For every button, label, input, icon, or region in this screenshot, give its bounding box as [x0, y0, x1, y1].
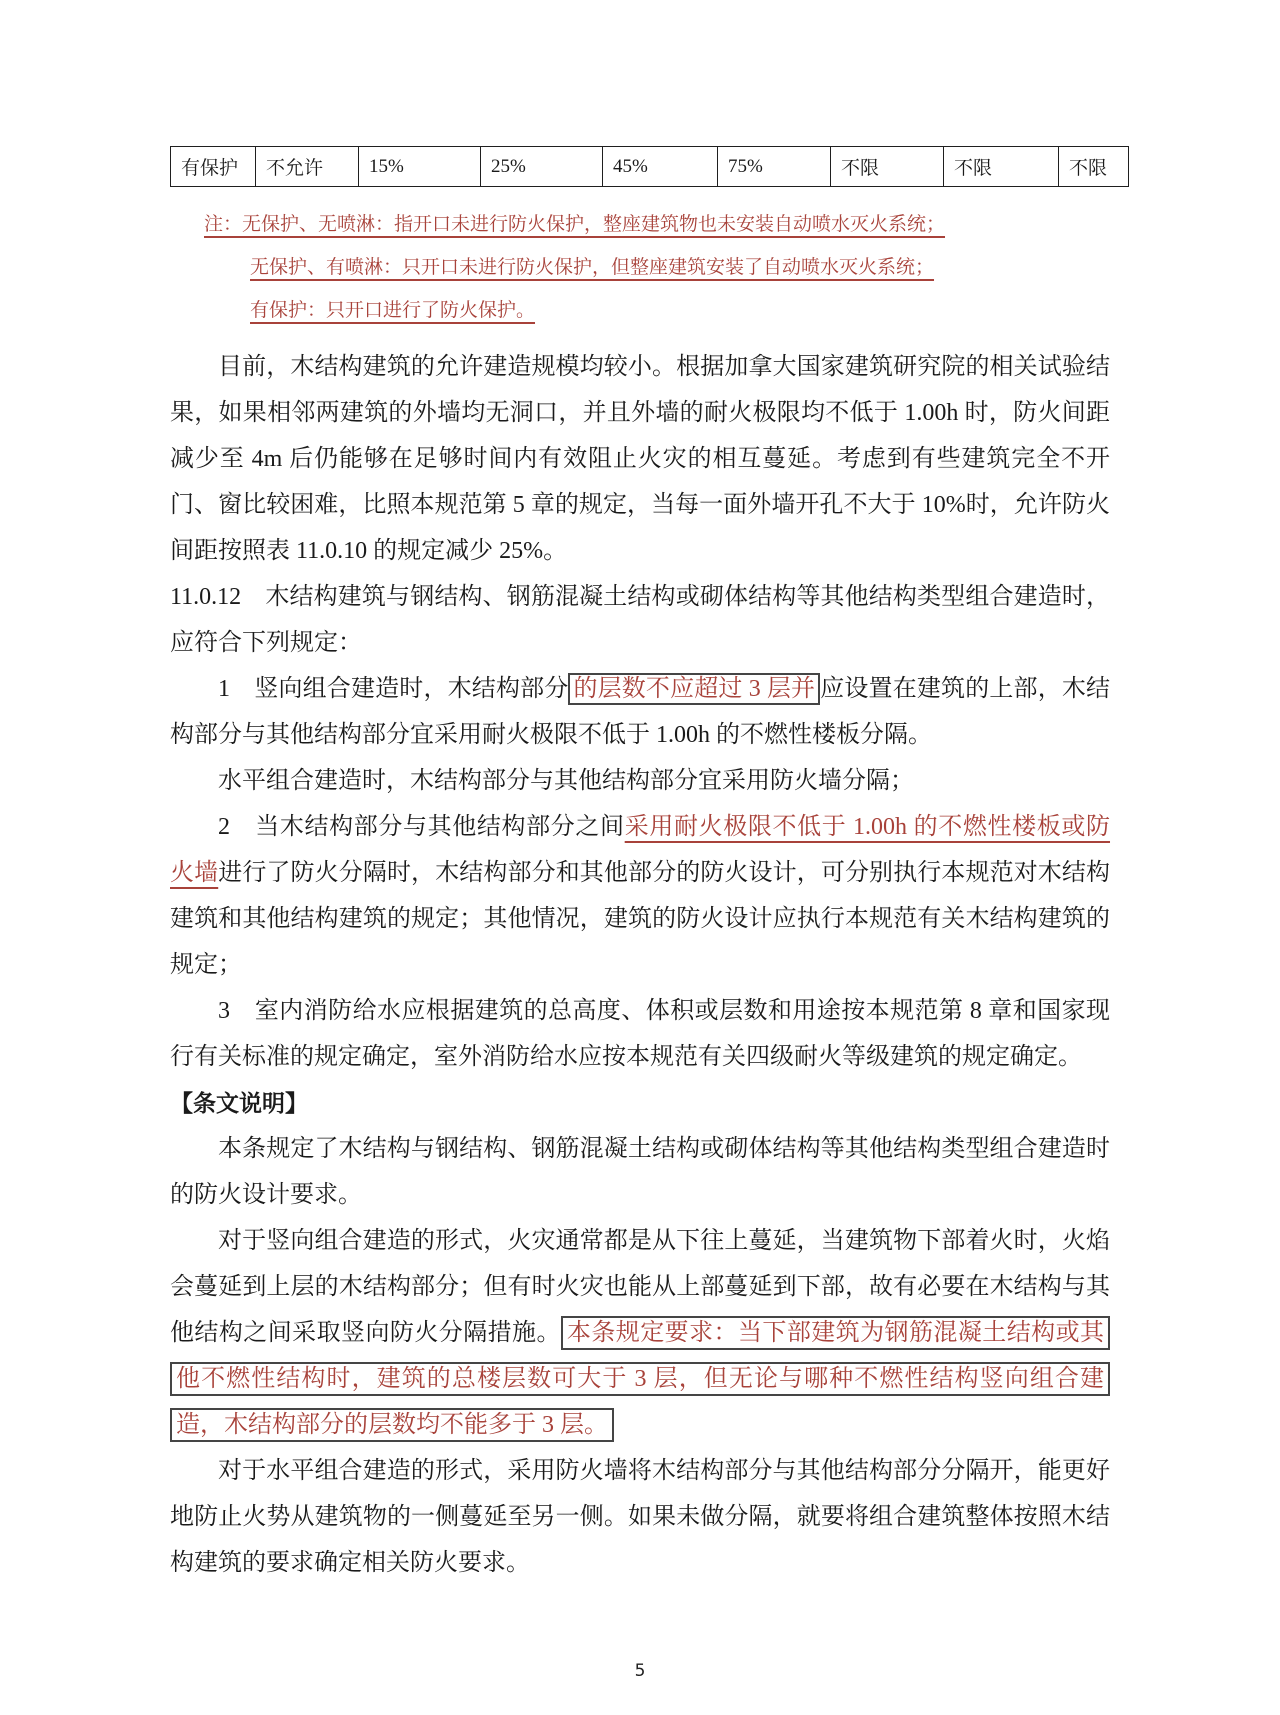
- clause-item-1b: 水平组合建造时，木结构部分与其他结构部分宜采用防火墙分隔；: [218, 768, 914, 794]
- body-text: [170, 344, 1110, 1586]
- clause-item-3: 3 室内消防给水应根据建筑的总高度、体积或层数和用途按本规范第 8 章和国家现行有关标准的规定确定，室外消防给水应按本规范有关四级耐火等级建筑的规定确定。: [170, 998, 1110, 1070]
- page-number: 5: [634, 1661, 646, 1681]
- explain2-boxed-revision: 本条规定要求：当下部建筑为钢筋混凝土结构或其他不燃性结构时，建筑的总楼层数可大于 3 层，但无论与哪种不燃性结构竖向组合建造，木结构部分的层数均不能多于 3 层。: [170, 1316, 1110, 1442]
- note-line: [250, 289, 1128, 332]
- clause-item-1: [170, 666, 1110, 758]
- table-cell: 不允许: [256, 147, 359, 187]
- explain2-prefix: 对于竖向组合建造的形式，火灾通常都是从下往上蔓延，当建筑物下部着火时，火焰会蔓延到上层的木结构部分；但有时火灾也能从上部蔓延到下部，故有必要在木结构与其他结构之间采取竖向防火分隔措施。: [170, 1228, 1110, 1346]
- note-text: 有保护：只开口进行了防火保护。: [250, 300, 536, 321]
- note-text: 无保护、有喷淋：只开口未进行防火保护，但整座建筑安装了自动喷水灭火系统；: [250, 257, 935, 278]
- table-cell: 不限: [944, 147, 1059, 187]
- table-cell: 15%: [359, 147, 481, 187]
- note-line: [204, 203, 1128, 246]
- table-row: [171, 147, 1129, 187]
- clause-item-2: [170, 804, 1110, 988]
- clause-11-0-12: 11.0.12 木结构建筑与钢结构、钢筋混凝土结构或砌体结构等其他结构类型组合建造时，应符合下列规定：: [170, 584, 1110, 656]
- item2-underlined-revision: 采用耐火极限不低于 1.00h 的不燃性楼板或防火墙: [170, 814, 1111, 886]
- intro-paragraph: 目前，木结构建筑的允许建造规模均较小。根据加拿大国家建筑研究院的相关试验结果，如果相邻两建筑的外墙均无洞口，并且外墙的耐火极限均不低于 1.00h 时，防火间距减少至 4m 后仍能够在足够时间内有效阻止火灾的相互蔓延。考虑到有些建筑完全不开门、窗比较困难，比照本规范第 5 章的规定，当每一面外墙开孔不大于 10%时，允许防火间距按照表 11.0.10 的规定减少 25%。: [170, 354, 1110, 564]
- fire-separation-table: [170, 146, 1129, 187]
- item2-suffix: 进行了防火分隔时，木结构部分和其他部分的防火设计，可分别执行本规范对木结构建筑和其他结构建筑的规定；其他情况，建筑的防火设计应执行本规范有关木结构建筑的规定；: [170, 860, 1111, 978]
- table-cell: 不限: [1059, 147, 1129, 187]
- table-cell: 不限: [831, 147, 944, 187]
- table-cell: 有保护: [171, 147, 256, 187]
- document-content: [170, 146, 1128, 1586]
- item1-suffix: 应设置在建筑的上部，木结构部分与其他结构部分宜采用耐火极限不低于 1.00h 的不燃性楼板分隔。: [170, 676, 1111, 748]
- table-cell: 25%: [481, 147, 603, 187]
- note-line: [250, 246, 1128, 289]
- item1-prefix: 1 竖向组合建造时，木结构部分: [218, 676, 569, 702]
- table-cell: 45%: [603, 147, 718, 187]
- note-text: 注：无保护、无喷淋：指开口未进行防火保护，整座建筑物也未安装自动喷水灭火系统；: [204, 214, 946, 235]
- explanation-heading: 【条文说明】: [170, 1090, 308, 1116]
- explanation-paragraph-2: [170, 1218, 1110, 1448]
- item2-prefix: 2 当木结构部分与其他结构部分之间: [218, 814, 625, 840]
- explanation-paragraph-3: 对于水平组合建造的形式，采用防火墙将木结构部分与其他结构部分分隔开，能更好地防止火势从建筑物的一侧蔓延至另一侧。如果未做分隔，就要将组合建筑整体按照木结构建筑的要求确定相关防火要求。: [170, 1458, 1110, 1576]
- table-notes: [204, 203, 1128, 332]
- explanation-paragraph-1: 本条规定了木结构与钢结构、钢筋混凝土结构或砌体结构等其他结构类型组合建造时的防火设计要求。: [170, 1136, 1110, 1208]
- table-cell: 75%: [718, 147, 831, 187]
- item1-boxed-revision: 的层数不应超过 3 层并: [568, 673, 820, 705]
